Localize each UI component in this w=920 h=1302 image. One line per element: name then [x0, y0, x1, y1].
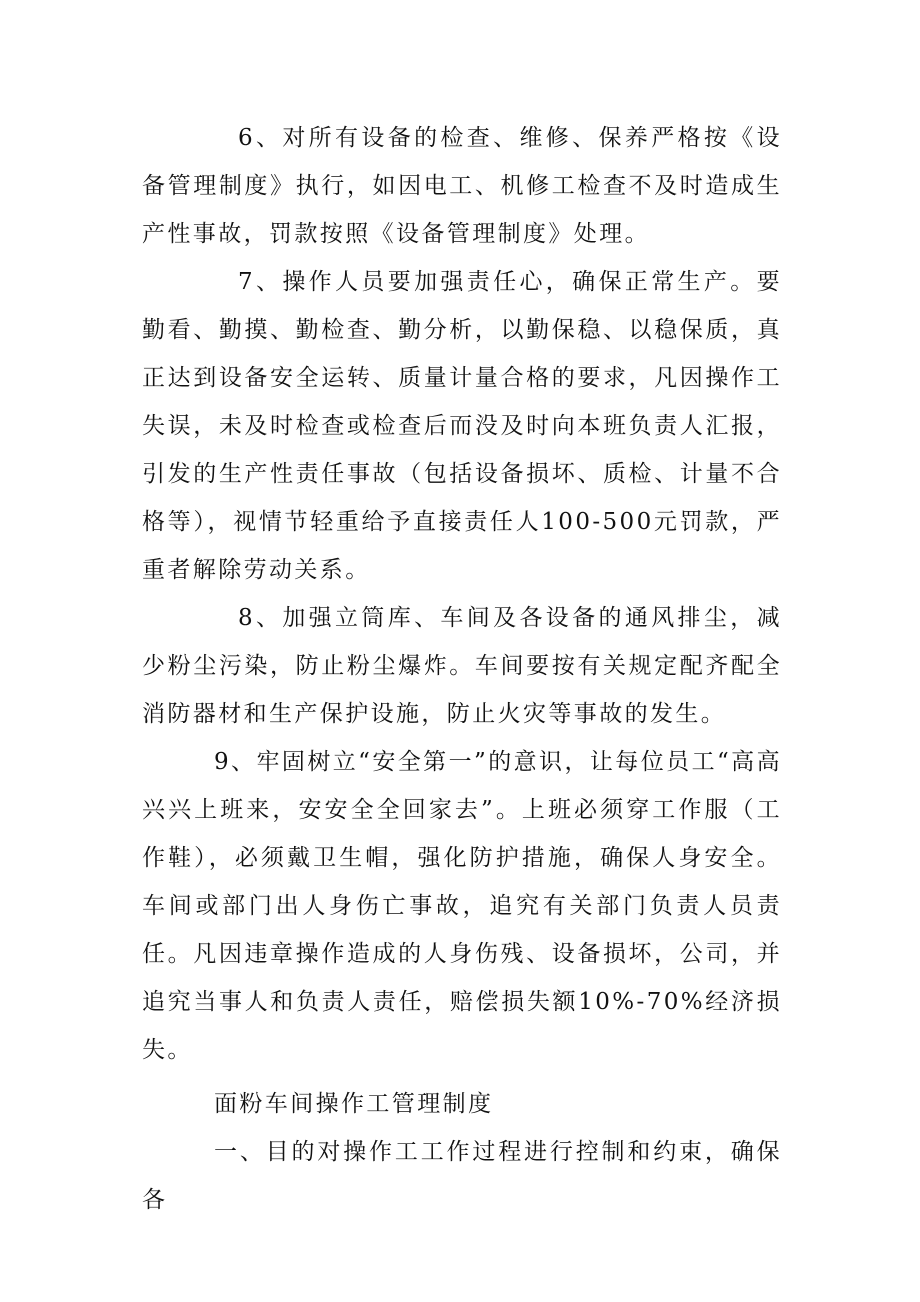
section-title: 面粉车间操作工管理制度 [214, 1091, 494, 1117]
paragraph-8: 8、加强立筒库、车间及各设备的通风排尘，减少粉尘污染，防止粉尘爆炸。车间要按有关规定配齐配全消防器材和生产保护设施，防止火灾等事故的发生。 [142, 605, 782, 727]
paragraph-7: 7、操作人员要加强责任心，确保正常生产。要勤看、勤摸、勤检查、勤分析，以勤保稳、以稳保质，真正达到设备安全运转、质量计量合格的要求，凡因操作工失误，未及时检查或检查后而没及时向本班负责人汇报，引发的生产性责任事故（包括设备损坏、质检、计量不合格等），视情节轻重给予直接责任人100-500元罚款，严重者解除劳动关系。 [142, 269, 782, 583]
paragraph-6: 6、对所有设备的检查、维修、保养严格按《设备管理制度》执行，如因电工、机修工检查不及时造成生产性事故，罚款按照《设备管理制度》处理。 [142, 125, 782, 247]
paragraph-9: 9、牢固树立“安全第一”的意识，让每位员工“高高兴兴上班来，安安全全回家去”。上班必须穿工作服（工作鞋），必须戴卫生帽，强化防护措施，确保人身安全。车间或部门出人身伤亡事故，追究有关部门负责人员责任。凡因违章操作造成的人身伤残、设备损坏，公司，并追究当事人和负责人责任，赔偿损失额10%-70%经济损失。 [142, 749, 782, 1063]
paragraph-section-1: 一、目的对操作工工作过程进行控制和约束，确保各 [142, 1139, 782, 1213]
